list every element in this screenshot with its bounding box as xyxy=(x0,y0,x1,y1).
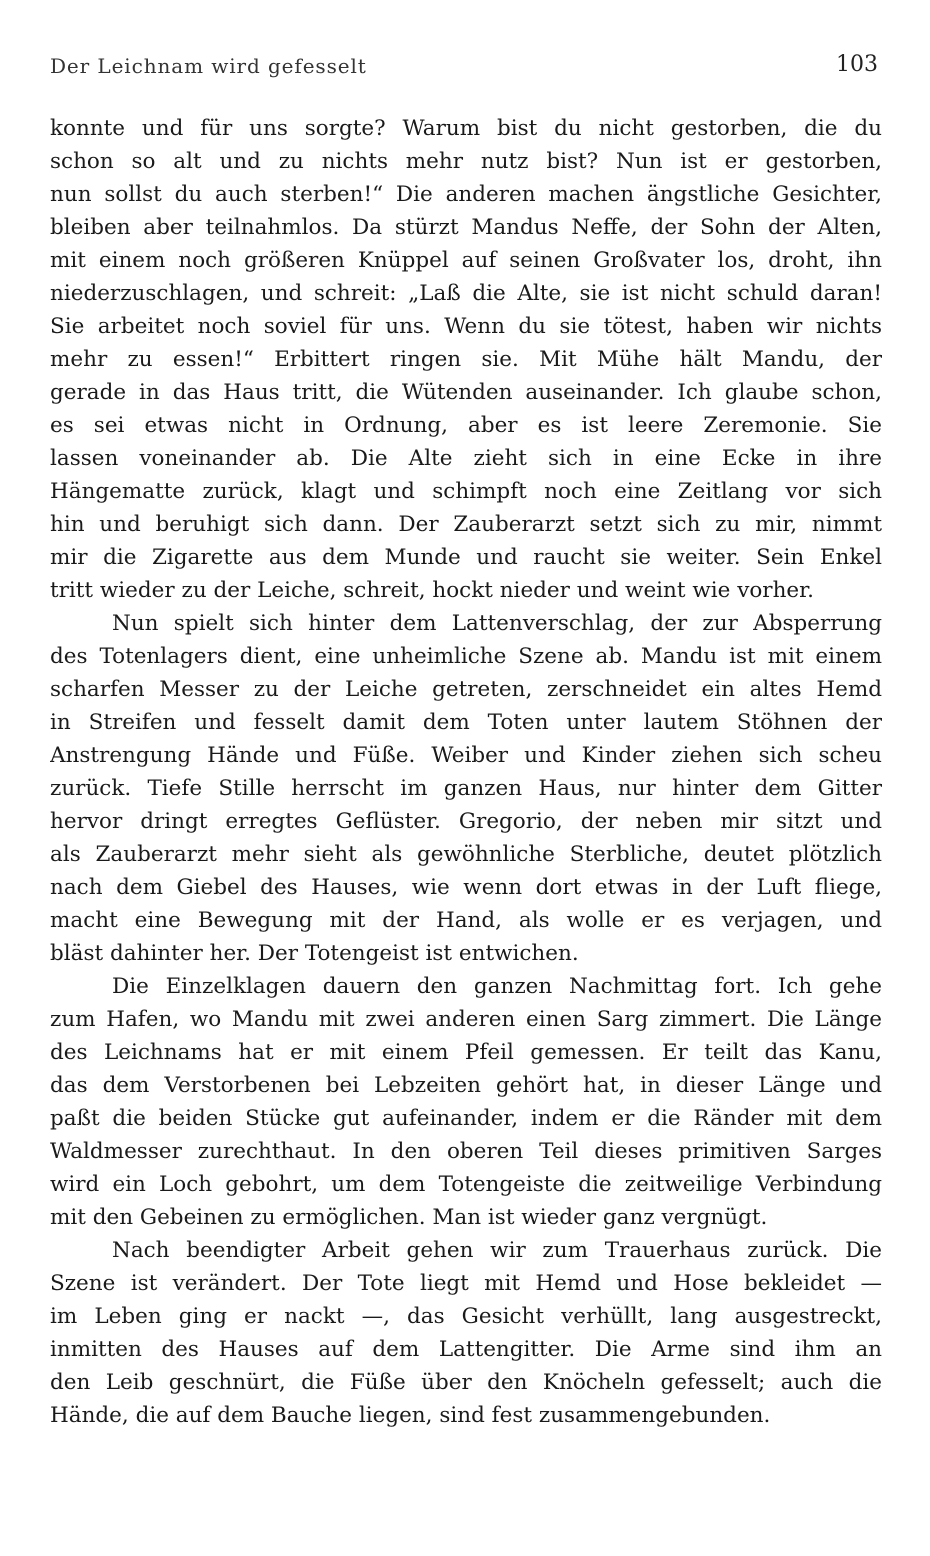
text-line: hin und beruhigt sich dann. Der Zauberarzt setzt sich zu mir, nimmt xyxy=(50,512,882,537)
text-line: schon so alt und zu nichts mehr nutz bist? Nun ist er gestorben, xyxy=(50,149,882,174)
text-line: Nach beendigter Arbeit gehen wir zum Trauerhaus zurück. Die xyxy=(112,1238,882,1263)
text-line: scharfen Messer zu der Leiche getreten, zerschneidet ein altes Hemd xyxy=(50,677,882,702)
text-line: Hände, die auf dem Bauche liegen, sind fest zusammengebunden. xyxy=(50,1403,771,1428)
text-line: wird ein Loch gebohrt, um dem Totengeiste die zeitweilige Verbindung xyxy=(50,1172,882,1197)
body-text xyxy=(50,112,882,1432)
text-line: mit einem noch größeren Knüppel auf seinen Großvater los, droht, ihn xyxy=(50,248,882,273)
text-line: niederzuschlagen, und schreit: „Laß die Alte, sie ist nicht schuld daran! xyxy=(50,281,882,306)
text-line: zurück. Tiefe Stille herrscht im ganzen Haus, nur hinter dem Gitter xyxy=(50,776,882,801)
running-title: Der Leichnam wird gefesselt xyxy=(50,54,367,78)
text-line: Szene ist verändert. Der Tote liegt mit Hemd und Hose bekleidet — xyxy=(50,1271,882,1296)
text-line: Hängematte zurück, klagt und schimpft noch eine Zeitlang vor sich xyxy=(50,479,882,504)
text-line: nun sollst du auch sterben!“ Die anderen machen ängstliche Gesichter, xyxy=(50,182,882,207)
text-line: nach dem Giebel des Hauses, wie wenn dort etwas in der Luft fliege, xyxy=(50,875,882,900)
paragraph xyxy=(50,607,882,970)
text-line: bläst dahinter her. Der Totengeist ist entwichen. xyxy=(50,941,579,966)
text-line: mehr zu essen!“ Erbittert ringen sie. Mit Mühe hält Mandu, der xyxy=(50,347,882,372)
paragraph xyxy=(50,1234,882,1432)
text-line: gerade in das Haus tritt, die Wütenden auseinander. Ich glaube schon, xyxy=(50,380,882,405)
text-line: Waldmesser zurechthaut. In den oberen Teil dieses primitiven Sarges xyxy=(50,1139,882,1164)
text-line: Die Einzelklagen dauern den ganzen Nachmittag fort. Ich gehe xyxy=(112,974,882,999)
text-line: des Totenlagers dient, eine unheimliche Szene ab. Mandu ist mit einem xyxy=(50,644,882,669)
text-line: das dem Verstorbenen bei Lebzeiten gehört hat, in dieser Länge und xyxy=(50,1073,882,1098)
text-line: Nun spielt sich hinter dem Lattenverschlag, der zur Absperrung xyxy=(112,611,882,636)
text-line: des Leichnams hat er mit einem Pfeil gemessen. Er teilt das Kanu, xyxy=(50,1040,882,1065)
text-line: lassen voneinander ab. Die Alte zieht sich in eine Ecke in ihre xyxy=(50,446,882,471)
text-line: hervor dringt erregtes Geflüster. Gregorio, der neben mir sitzt und xyxy=(50,809,882,834)
text-line: als Zauberarzt mehr sieht als gewöhnliche Sterbliche, deutet plötzlich xyxy=(50,842,882,867)
text-line: mir die Zigarette aus dem Munde und raucht sie weiter. Sein Enkel xyxy=(50,545,882,570)
text-line: macht eine Bewegung mit der Hand, als wolle er es verjagen, und xyxy=(50,908,882,933)
text-line: zum Hafen, wo Mandu mit zwei anderen einen Sarg zimmert. Die Länge xyxy=(50,1007,882,1032)
paragraph xyxy=(50,970,882,1234)
text-line: paßt die beiden Stücke gut aufeinander, indem er die Ränder mit dem xyxy=(50,1106,882,1131)
text-line: es sei etwas nicht in Ordnung, aber es ist leere Zeremonie. Sie xyxy=(50,413,882,438)
text-line: tritt wieder zu der Leiche, schreit, hockt nieder und weint wie vorher. xyxy=(50,578,814,603)
text-line: konnte und für uns sorgte? Warum bist du nicht gestorben, die du xyxy=(50,116,882,141)
text-line: in Streifen und fesselt damit dem Toten unter lautem Stöhnen der xyxy=(50,710,882,735)
text-line: inmitten des Hauses auf dem Lattengitter. Die Arme sind ihm an xyxy=(50,1337,882,1362)
text-line: den Leib geschnürt, die Füße über den Knöcheln gefesselt; auch die xyxy=(50,1370,882,1395)
text-line: Anstrengung Hände und Füße. Weiber und Kinder ziehen sich scheu xyxy=(50,743,882,768)
text-line: Sie arbeitet noch soviel für uns. Wenn du sie tötest, haben wir nichts xyxy=(50,314,882,339)
page-number: 103 xyxy=(836,52,878,77)
text-line: bleiben aber teilnahmlos. Da stürzt Mandus Neffe, der Sohn der Alten, xyxy=(50,215,882,240)
text-line: im Leben ging er nackt —, das Gesicht verhüllt, lang ausgestreckt, xyxy=(50,1304,882,1329)
text-line: mit den Gebeinen zu ermöglichen. Man ist wieder ganz vergnügt. xyxy=(50,1205,768,1230)
running-head xyxy=(50,54,878,86)
paragraph xyxy=(50,112,882,607)
